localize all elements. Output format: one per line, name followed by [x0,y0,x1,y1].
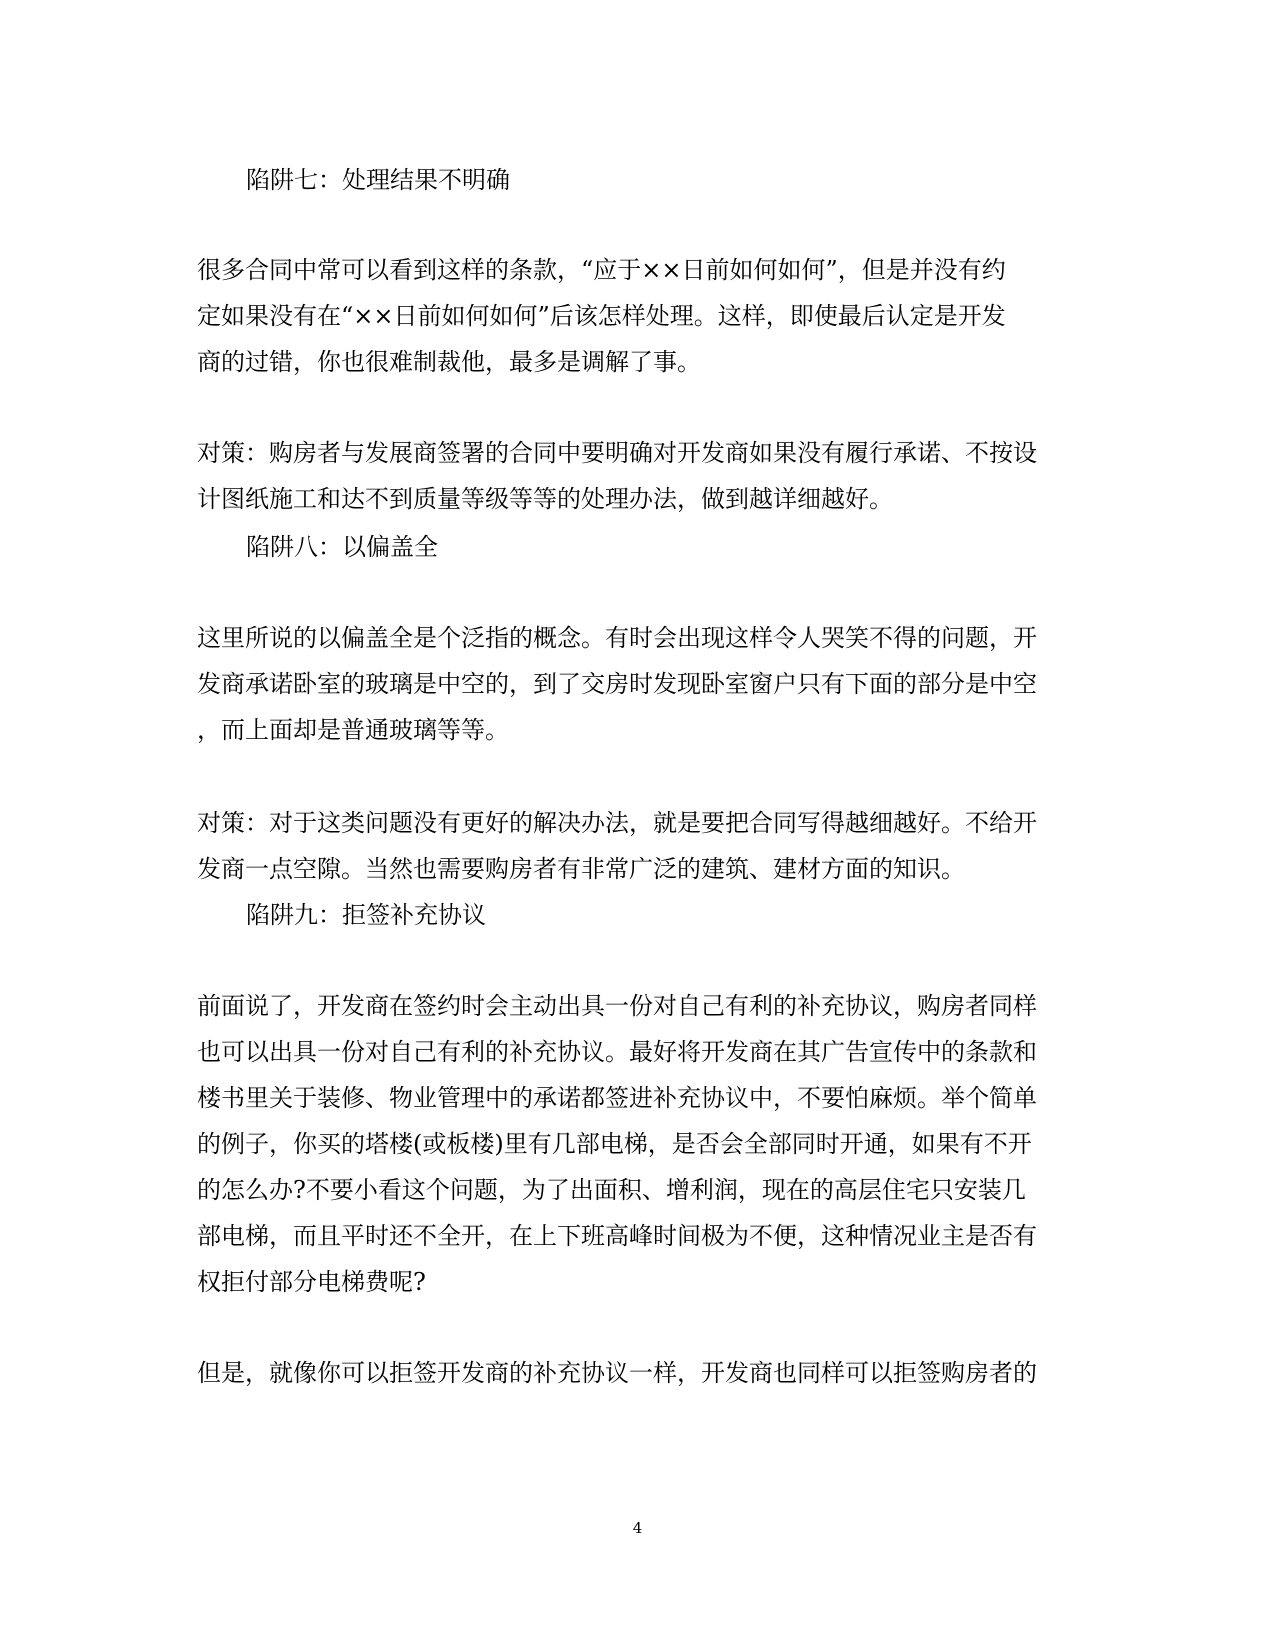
paragraph-line: 发商一点空隙。当然也需要购房者有非常广泛的建筑、建材方面的知识。 [197,855,965,883]
paragraph-line: 定如果没有在“××日前如何如何”后该怎样处理。这样，即使最后认定是开发 [197,302,1006,330]
paragraph-line: 对策：购房者与发展商签署的合同中要明确对开发商如果没有履行承诺、不按设 [197,439,1037,467]
paragraph-line: 也可以出具一份对自己有利的补充协议。最好将开发商在其广告宣传中的条款和 [197,1038,1037,1066]
paragraph-line: 计图纸施工和达不到质量等级等等的处理办法，做到越详细越好。 [197,485,893,513]
paragraph-line: 的怎么办?不要小看这个问题，为了出面积、增利润，现在的高层住宅只安装几 [197,1176,1026,1204]
paragraph-line: 楼书里关于装修、物业管理中的承诺都签进补充协议中，不要怕麻烦。举个简单 [197,1084,1037,1112]
paragraph-line: 部电梯，而且平时还不全开，在上下班高峰时间极为不便，这种情况业主是否有 [197,1222,1037,1250]
paragraph-line: 很多合同中常可以看到这样的条款，“应于××日前如何如何”，但是并没有约 [197,256,1006,284]
page-number: 4 [632,1519,643,1537]
section-heading-trap-8: 陷阱八：以偏盖全 [246,533,438,561]
paragraph-line: 权拒付部分电梯费呢? [197,1268,426,1296]
paragraph-line: 这里所说的以偏盖全是个泛指的概念。有时会出现这样令人哭笑不得的问题，开 [197,624,1037,652]
paragraph-line: 的例子，你买的塔楼(或板楼)里有几部电梯，是否会全部同时开通，如果有不开 [197,1130,1032,1158]
paragraph-line: ，而上面却是普通玻璃等等。 [197,716,509,744]
paragraph-line: 商的过错，你也很难制裁他，最多是调解了事。 [197,348,701,376]
paragraph-line: 发商承诺卧室的玻璃是中空的，到了交房时发现卧室窗户只有下面的部分是中空 [197,670,1037,698]
section-heading-trap-7: 陷阱七：处理结果不明确 [246,166,510,194]
section-heading-trap-9: 陷阱九：拒签补充协议 [246,901,486,929]
paragraph-line: 对策：对于这类问题没有更好的解决办法，就是要把合同写得越细越好。不给开 [197,809,1037,837]
paragraph-line: 前面说了，开发商在签约时会主动出具一份对自己有利的补充协议，购房者同样 [197,992,1037,1020]
paragraph-line: 但是，就像你可以拒签开发商的补充协议一样，开发商也同样可以拒签购房者的 [197,1359,1037,1387]
